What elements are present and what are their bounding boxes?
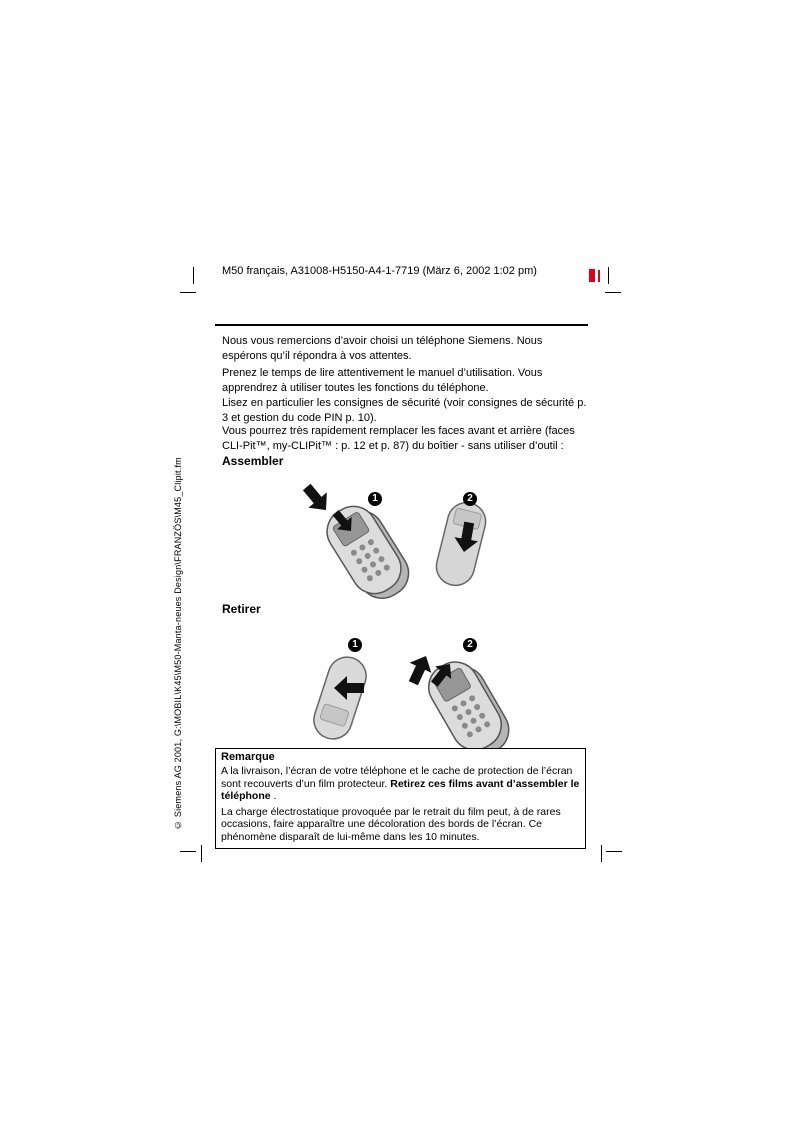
note-p1-end: . <box>270 790 277 802</box>
crop-mark <box>601 845 602 862</box>
crop-mark <box>608 267 609 284</box>
note-body <box>216 764 585 848</box>
crop-mark <box>180 851 196 852</box>
phone-cover-illustration <box>309 652 371 744</box>
crop-mark <box>606 851 622 852</box>
intro-paragraph-2: Prenez le temps de lire attentivement le manuel d’utilisation. Vous apprendrez à utiliser toutes les fonctions du téléphone. <box>222 367 543 394</box>
note-p1-bold: Retirez ces films avant d’assembler le téléphone <box>221 777 580 802</box>
intro-paragraph-3: Lisez en particulier les consignes de sécurité (voir consignes de sécurité p. 3 et gestion du code PIN p. 10). <box>222 397 587 424</box>
note-p1-text: A la livraison, l’écran de votre téléphone et le cache de protection de l’écran sont recouverts d’un film protecteur. <box>221 765 573 790</box>
phone-angled-illustration <box>318 496 417 602</box>
margin-copyright-text: © Siemens AG 2001, G:\MOBIL\K45\M50-Manta-neues Design\FRANZÖS\M45_Clipit.fm <box>173 457 183 830</box>
registration-mark <box>589 269 595 282</box>
top-rule <box>215 324 588 326</box>
note-box <box>215 748 586 849</box>
assemble-illustration <box>222 476 588 602</box>
remove-figure <box>222 622 588 754</box>
crop-mark <box>605 292 621 293</box>
crop-mark <box>193 267 194 284</box>
arrow-down-right-icon <box>298 479 336 517</box>
step-badge: 1 <box>368 492 382 506</box>
step-badge: 1 <box>348 638 362 652</box>
assemble-figure <box>222 476 588 602</box>
section-title-assemble: Assembler <box>222 454 284 468</box>
page-header: M50 français, A31008-H5150-A4-1-7719 (März 6, 2002 1:02 pm) <box>222 265 537 277</box>
note-paragraph-1 <box>221 765 580 803</box>
section-title-remove: Retirer <box>222 602 261 616</box>
intro-paragraph-1: Nous vous remercions d’avoir choisi un téléphone Siemens. Nous espérons qu’il répondra à vos attentes. <box>222 335 543 362</box>
remove-illustration <box>222 622 588 754</box>
step-badge: 2 <box>463 638 477 652</box>
note-title: Remarque <box>221 751 275 763</box>
intro-paragraph-4: Vous pourrez très rapidement remplacer les faces avant et arrière (faces CLI-Pit™, my-CLIPit™ : p. 12 et p. 87) du boîtier - sans utiliser d’outil : <box>222 425 575 452</box>
crop-mark <box>201 845 202 862</box>
step-badge: 2 <box>463 492 477 506</box>
phone-angled-illustration <box>420 652 517 754</box>
crop-mark <box>180 292 196 293</box>
note-paragraph-2: La charge électrostatique provoquée par le retrait du film peut, à de rares occasions, faire apparaître une décoloration des bords de l’écran. Ce phénomène disparaît de lui-même dans les 10 minutes. <box>221 805 561 843</box>
registration-mark <box>598 270 600 282</box>
